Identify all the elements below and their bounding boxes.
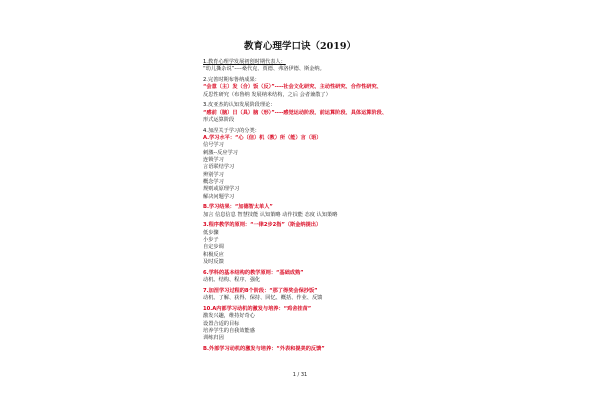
list-item: 及时反馈 xyxy=(203,258,224,265)
section-heading: 3.程序教学的原则：“一律2步2指”（斯金纳提出） xyxy=(203,222,322,229)
section-heading: B.外部学习动机的激发与培养：“外表和提美的反馈” xyxy=(203,345,325,352)
text-line: 加言 信息信息 智慧技能 认知策略 动作技能 态度 认知策略 xyxy=(203,211,338,218)
list-item: 小步子 xyxy=(203,237,219,244)
section-heading: 10.A内部学习动机的激发与培养：“鸡舍挂苗” xyxy=(203,305,312,312)
page-title: 教育心理学口诀（2019） xyxy=(244,41,356,52)
list-item: 自定步调 xyxy=(203,244,224,251)
text-line: 动机、结构、程序、强化 xyxy=(203,277,261,284)
list-item: 言语联结学习 xyxy=(203,164,235,171)
list-item: 激发兴趣，维持好奇心 xyxy=(203,313,255,320)
list-item: 培养学生的自我效能感 xyxy=(203,327,255,334)
list-item: 训练归因 xyxy=(203,335,224,342)
text-line: 形式运算阶段 xyxy=(203,117,235,124)
list-item: 低步骤 xyxy=(203,229,219,236)
mnemonic-line: A.学习水平：“心（信）机（教）所（能）言（语） xyxy=(203,135,322,142)
text-line: 动机、了解、获得、保持、回忆、概括、作业、反馈 xyxy=(203,295,323,302)
mnemonic-line: “会意（主）发（合）饭（反）”----社会文化研究、主动性研究、合作性研究、 xyxy=(203,84,382,91)
list-item: 信号学习 xyxy=(203,142,224,149)
section-heading: 2.完善时期布鲁纳成果： xyxy=(203,77,260,84)
mnemonic-line: “感前（脑）日（具）脑（形）”----感觉运动阶段、前运算阶段、具体运算阶段、 xyxy=(203,109,388,116)
list-item: 积极反应 xyxy=(203,251,224,258)
list-item: 设置合适的目标 xyxy=(203,320,240,327)
section-heading: 7.加涅学习过程的8个阶段：“那了得奖会保抄饭” xyxy=(203,287,318,294)
list-item: 辨别学习 xyxy=(203,171,224,178)
mnemonic-line: “幼儿撕杂说”----桑代克、贾德、弗洛伊德、斯金纳。 xyxy=(203,66,325,73)
section-heading: B.学习结果：“加德智太单人” xyxy=(203,204,273,211)
page-number: 1 / 31 xyxy=(292,372,308,378)
list-item: 刺激--反应学习 xyxy=(203,149,238,156)
section-heading: 6.学科的基本结构的教学原则：“基础成熟” xyxy=(203,269,304,276)
section-heading: 1.教育心理学发展初创时期代表人： xyxy=(203,59,286,65)
section-heading: 4.加涅关于学习的分类： xyxy=(203,127,260,134)
list-item: 连锁学习 xyxy=(203,157,224,164)
list-item: 规则或原理学习 xyxy=(203,186,240,193)
section-heading: 3.皮亚杰的认知发展阶段理论： xyxy=(203,102,276,109)
text-line: 反思性研究（布鲁纳 发展纳米结构，之后 会者兼散了） xyxy=(203,91,331,98)
list-item: 概念学习 xyxy=(203,178,224,185)
document-body xyxy=(203,59,413,353)
list-item: 解决问题学习 xyxy=(203,193,235,200)
